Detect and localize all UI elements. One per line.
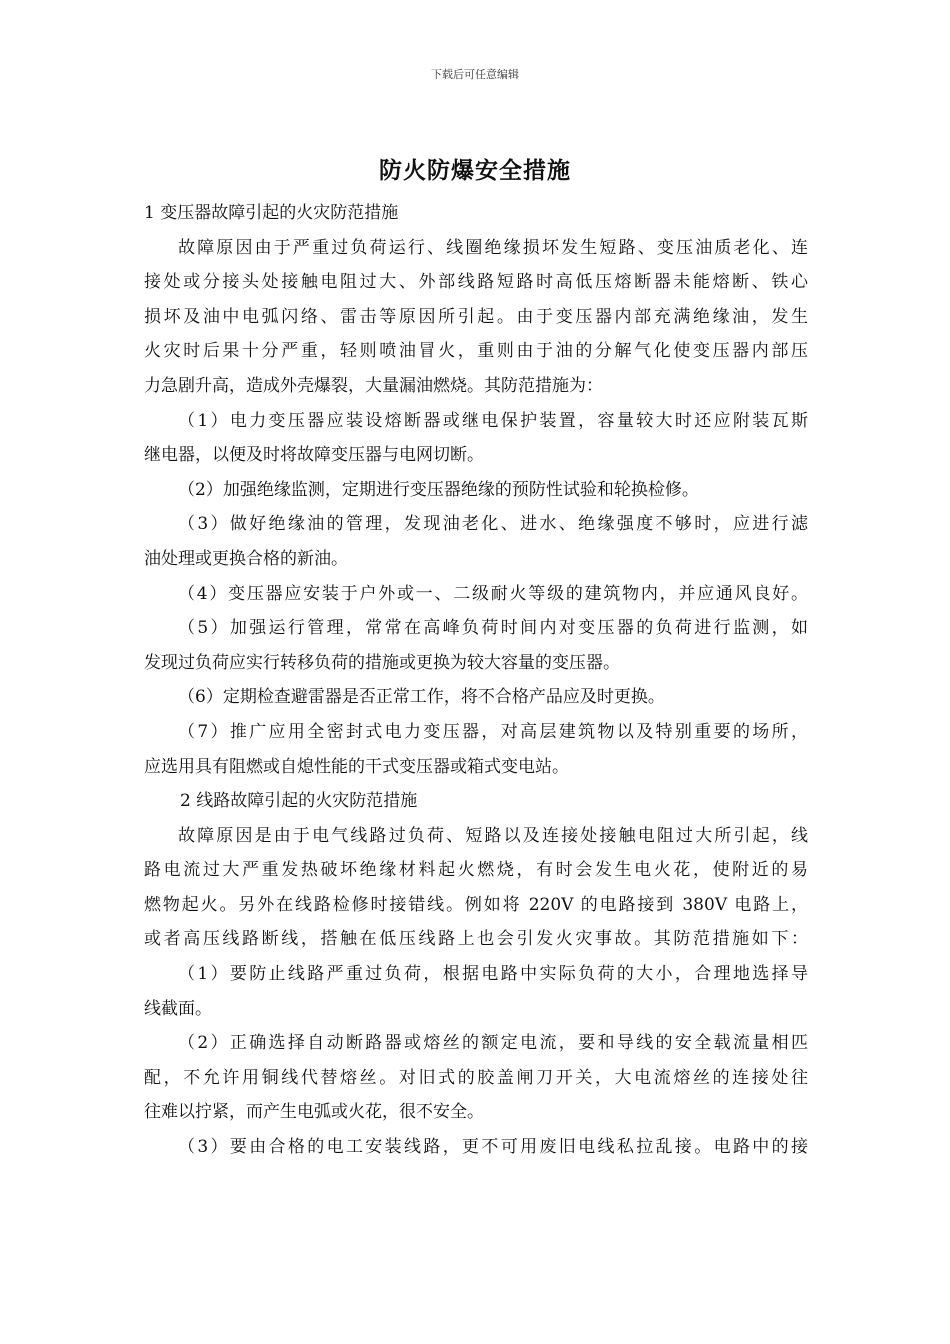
text-line: 或者高压线路断线，搭触在低压线路上也会引发火灾事故。其防范措施如下：	[144, 929, 808, 950]
text-line: （7）推广应用全密封式电力变压器，对高层建筑物以及特别重要的场所，	[178, 721, 808, 742]
text-line: （3）要由合格的电工安装线路，更不可用废旧电线私拉乱接。电路中的接	[178, 1137, 808, 1158]
document-title: 防火防爆安全措施	[379, 157, 571, 184]
text-line: 应选用具有阻燃或自熄性能的干式变压器或箱式变电站。	[144, 756, 569, 777]
text-line: 火灾时后果十分严重，轻则喷油冒火，重则由于油的分解气化使变压器内部压	[144, 341, 808, 362]
text-line: 力急剧升高，造成外壳爆裂，大量漏油燃烧。其防范措施为：	[144, 375, 603, 396]
text-line: 往难以拧紧，而产生电弧或火花，很不安全。	[144, 1102, 484, 1123]
header-note: 下载后可任意编辑	[431, 68, 519, 81]
text-line: （5）加强运行管理，常常在高峰负荷时间内对变压器的负荷进行监测，如	[178, 618, 808, 639]
text-line: （2）正确选择自动断路器或熔丝的额定电流，要和导线的安全载流量相匹	[178, 1033, 808, 1054]
text-line: 燃物起火。另外在线路检修时接错线。例如将 220V 的电路接到 380V 电路上，	[144, 894, 808, 915]
text-line: 2 线路故障引起的火灾防范措施	[180, 791, 418, 812]
document-body	[144, 196, 808, 1165]
text-line: （6）定期检查避雷器是否正常工作，将不合格产品应及时更换。	[178, 687, 665, 708]
text-line: 线截面。	[144, 998, 212, 1019]
text-line: （2）加强绝缘监测，定期进行变压器绝缘的预防性试验和轮换检修。	[178, 479, 699, 500]
text-line: 发现过负荷应实行转移负荷的措施或更换为较大容量的变压器。	[144, 652, 620, 673]
text-line: （3）做好绝缘油的管理，发现油老化、进水、绝缘强度不够时，应进行滤	[178, 514, 808, 535]
text-line: 油处理或更换合格的新油。	[144, 548, 348, 569]
text-line: 接处或分接头处接触电阻过大、外部线路短路时高低压熔断器未能熔断、铁心	[144, 272, 808, 293]
text-line: （4）变压器应安装于户外或一、二级耐火等级的建筑物内，并应通风良好。	[178, 583, 808, 604]
text-line: 路电流过大严重发热破坏绝缘材料起火燃烧，有时会发生电火花，使附近的易	[144, 860, 808, 881]
text-line: 故障原因是由于电气线路过负荷、短路以及连接处接触电阻过大所引起，线	[178, 825, 808, 846]
text-line: 损坏及油中电弧闪络、雷击等原因所引起。由于变压器内部充满绝缘油，发生	[144, 306, 808, 327]
text-line: （1）电力变压器应装设熔断器或继电保护装置，容量较大时还应附装瓦斯	[178, 410, 808, 431]
text-line: 1 变压器故障引起的火灾防范措施	[144, 203, 399, 223]
text-line: 故障原因由于严重过负荷运行、线圈绝缘损坏发生短路、变压油质老化、连	[178, 237, 808, 258]
text-line: 继电器，以便及时将故障变压器与电网切断。	[144, 445, 484, 466]
text-line: 配，不允许用铜线代替熔丝。对旧式的胶盖闸刀开关，大电流熔丝的连接处往	[144, 1067, 808, 1088]
text-line: （1）要防止线路严重过负荷，根据电路中实际负荷的大小，合理地选择导	[178, 964, 808, 985]
